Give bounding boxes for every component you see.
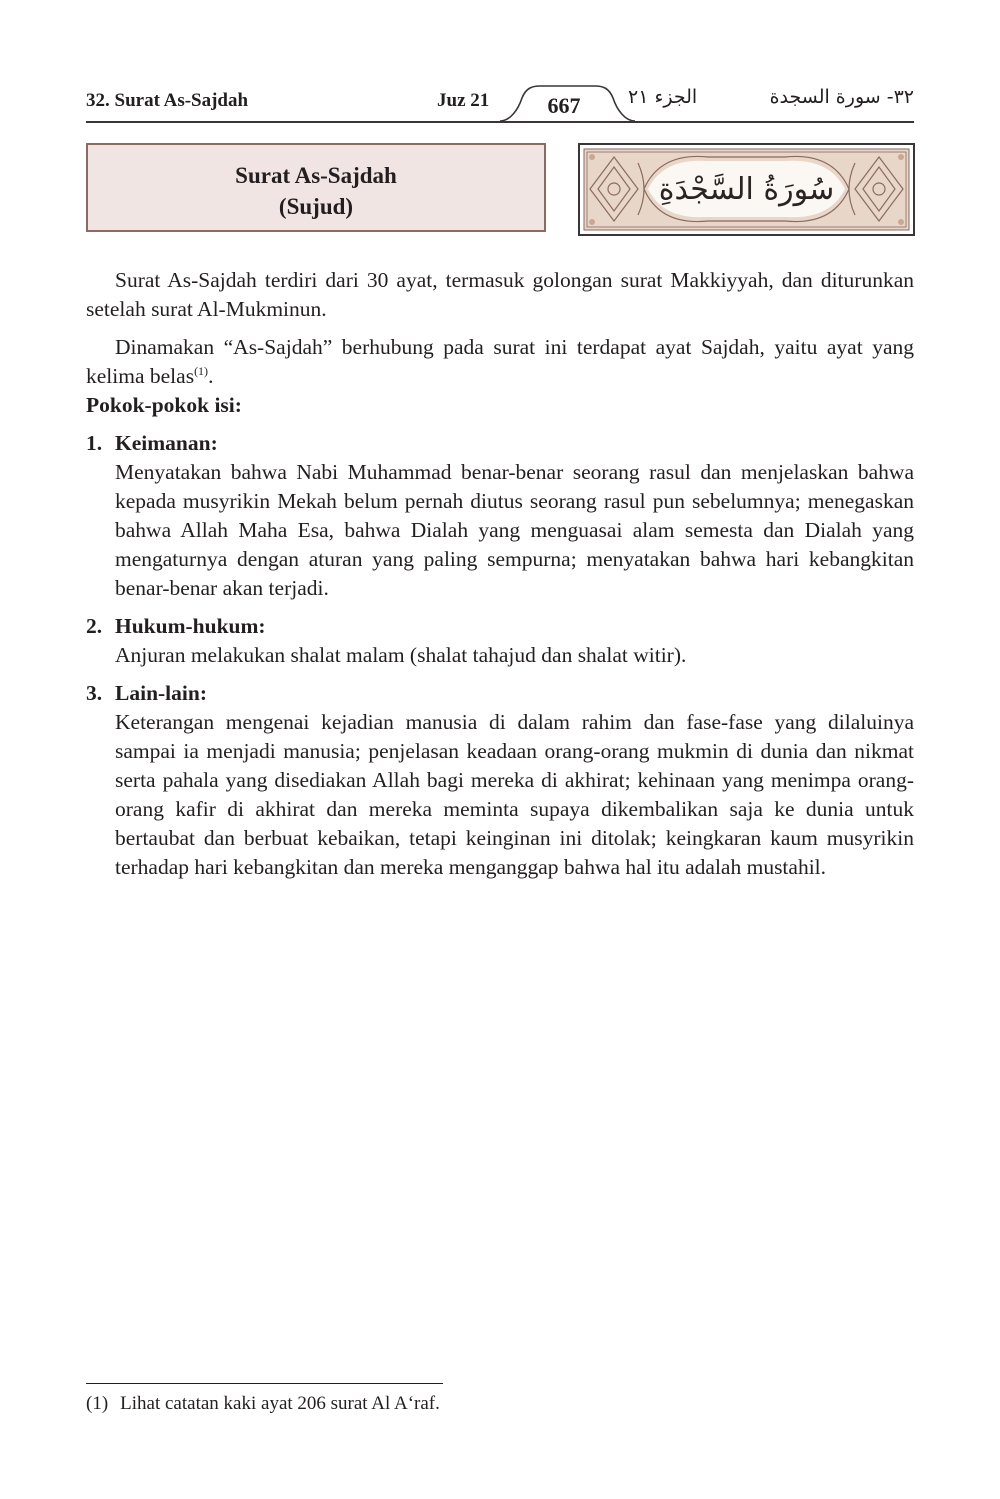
- section-text: Anjuran melakukan shalat malam (shalat tahajud dan shalat witir).: [115, 643, 687, 667]
- surah-meaning: (Sujud): [278, 194, 354, 219]
- footnote-mark: (1): [86, 1393, 109, 1414]
- section-text: Keterangan mengenai kejadian manusia di dalam rahim dan fase-fase yang dilaluinya sampai ia menjadi manusia; penjelasan keadaan orang-orang mukmin di dunia dan nikmat serta pahala yang disediakan Allah bagi mereka di akhirat; kehinaan yang menimpa orang-orang kafir di akhirat dan mereka meminta supaya dikembalikan saja ke dunia untuk bertaubat dan berbuat kebaikan, tetapi keinginan ini ditolak; keingkaran kaum musyrikin terhadap hari kebangkitan dan mereka menganggap bahwa hal itu adalah mustahil.: [115, 710, 914, 879]
- section-title: [86, 679, 914, 708]
- footnote-text: Lihat catatan kaki ayat 206 surat Al A‘raf.: [120, 1393, 440, 1414]
- content-heading: Pokok-pokok isi:: [86, 393, 242, 417]
- section-keimanan: [86, 429, 914, 603]
- section-title-text: Hukum-hukum:: [115, 614, 266, 638]
- header-surah-arabic: ٣٢- سورة السجدة: [769, 86, 914, 108]
- header-juz-latin: Juz 21: [437, 90, 490, 111]
- section-number: 3.: [86, 681, 103, 705]
- section-number: 2.: [86, 614, 103, 638]
- section-title-text: Lain-lain:: [115, 681, 207, 705]
- section-title: [86, 429, 914, 458]
- header-juz-arabic: الجزء ٢١: [628, 86, 698, 108]
- intro-paragraph-2-text: Dinamakan “As-Sajdah” berhubung pada surat ini terdapat ayat Sajdah, yaitu ayat yang kelima belas: [86, 335, 914, 388]
- header-rule: [86, 121, 914, 123]
- surah-title-box: [86, 143, 546, 232]
- section-text: Menyatakan bahwa Nabi Muhammad benar-benar seorang rasul dan menjelaskan bahwa kepada musyrikin Mekah belum pernah diutus seorang rasul pun sebelumnya; menegaskan bahwa Allah Maha Esa, bahwa Dialah yang menguasai alam semesta dan Dialah yang mengaturnya dengan aturan yang paling sempurna; menyatakan bahwa hari kebangkitan benar-benar akan terjadi.: [115, 460, 914, 600]
- page-header: [0, 0, 1000, 130]
- footnote-ref[interactable]: (1): [194, 363, 209, 378]
- page-body: [86, 266, 914, 882]
- arabic-calligraphy: سُورَةُ السَّجْدَةِ: [658, 172, 835, 207]
- intro-paragraph-2: [86, 333, 914, 391]
- header-surah-latin: 32. Surat As-Sajdah: [86, 90, 249, 111]
- section-title-text: Keimanan:: [115, 431, 218, 455]
- surah-title: Surat As-Sajdah: [235, 163, 397, 188]
- page-number: 667: [547, 93, 581, 118]
- section-hukum: [86, 612, 914, 670]
- footnote: [86, 1393, 440, 1415]
- intro-paragraph-2-end: .: [208, 364, 214, 388]
- section-title: [86, 612, 914, 641]
- section-number: 1.: [86, 431, 103, 455]
- footnote-rule: [86, 1383, 443, 1384]
- intro-paragraph-1: Surat As-Sajdah terdiri dari 30 ayat, termasuk golongan surat Makkiyyah, dan diturunkan setelah surat Al-Mukminun.: [86, 268, 914, 321]
- section-lain-lain: [86, 679, 914, 882]
